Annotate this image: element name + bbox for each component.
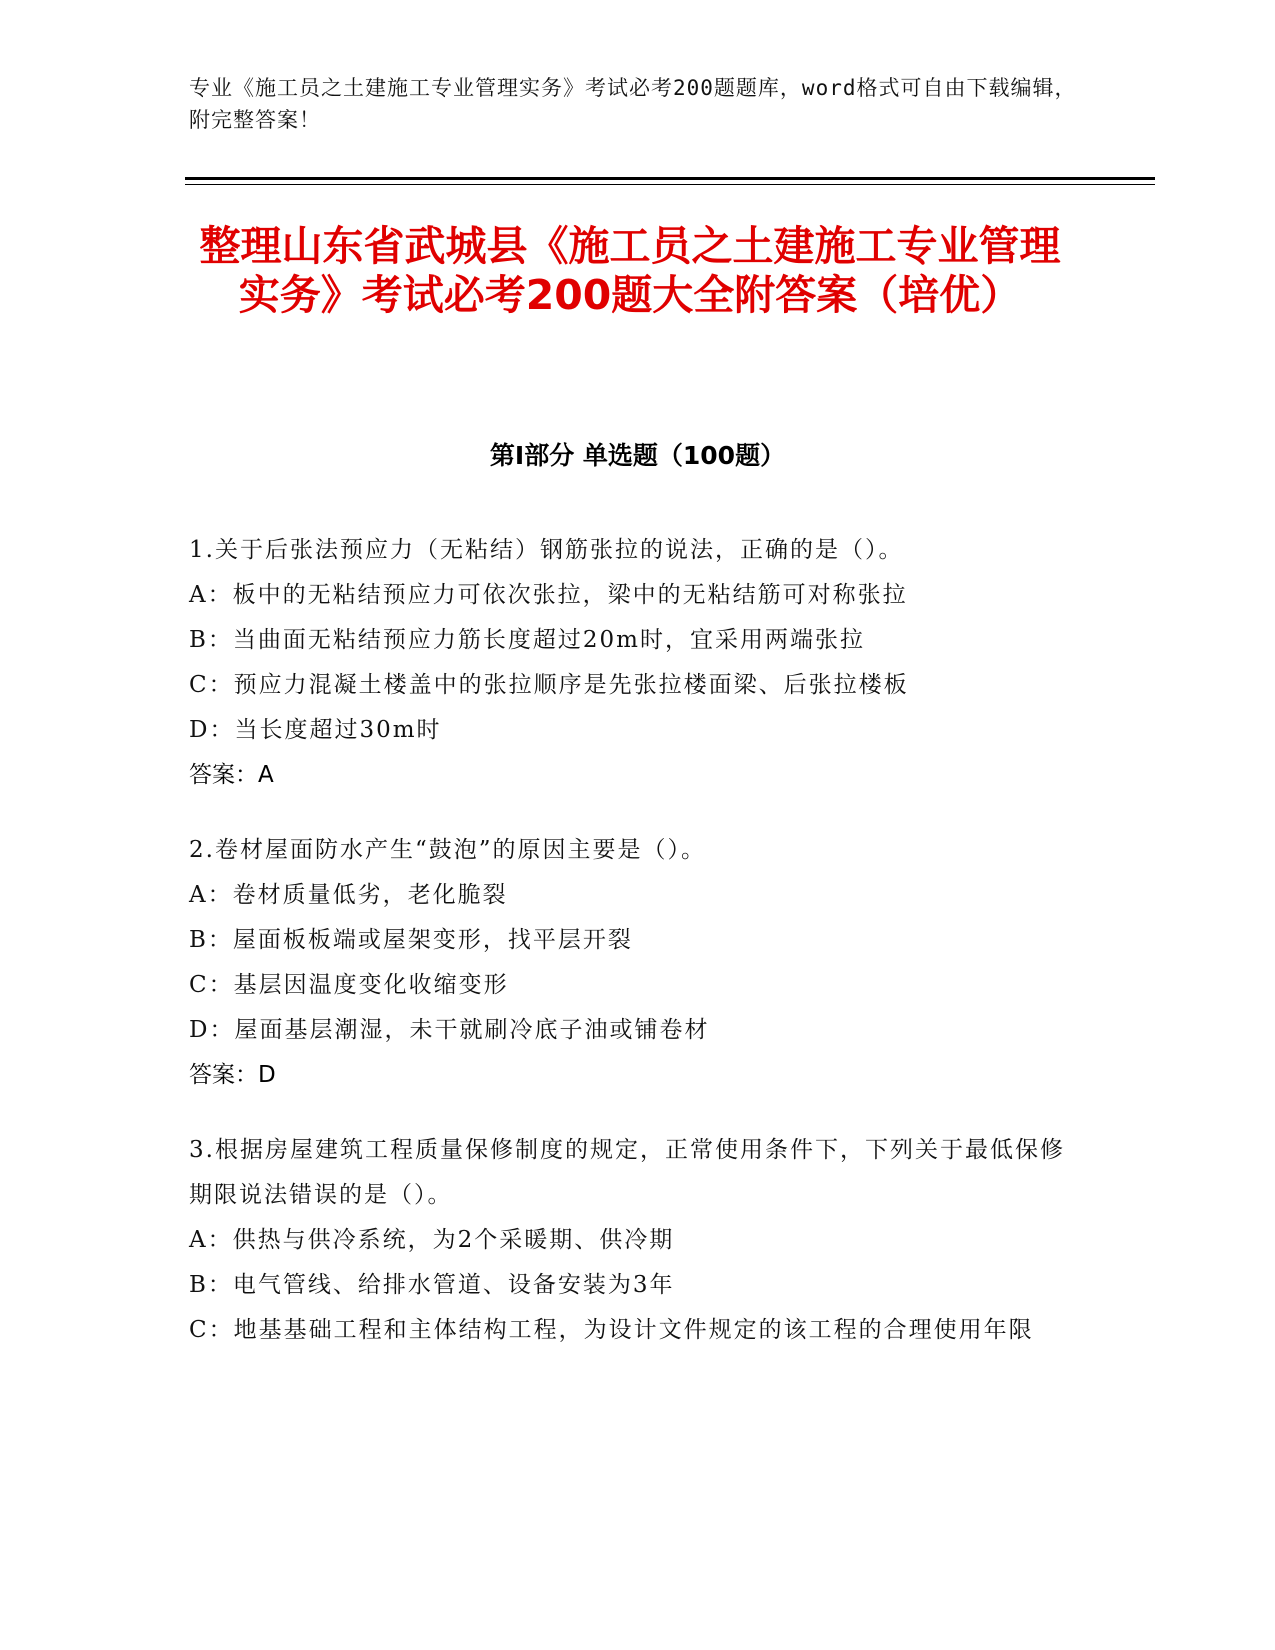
option-b: B：屋面板板端或屋架变形，找平层开裂	[189, 927, 633, 953]
option-a: A：供热与供冷系统，为2个采暖期、供冷期	[189, 1227, 675, 1253]
question-stem: 2.卷材屋面防水产生“鼓泡”的原因主要是（）。	[189, 837, 706, 863]
header-note: 专业《施工员之土建施工专业管理实务》考试必考200题题库，word格式可自由下载编辑，附完整答案！	[189, 76, 1077, 132]
option-a: A：板中的无粘结预应力可依次张拉，梁中的无粘结筋可对称张拉	[189, 582, 908, 608]
question-stem: 1.关于后张法预应力（无粘结）钢筋张拉的说法，正确的是（）。	[189, 537, 904, 563]
header-divider-thin	[185, 184, 1155, 185]
answer: 答案：D	[189, 1062, 276, 1088]
option-c: C：地基基础工程和主体结构工程，为设计文件规定的该工程的合理使用年限	[189, 1317, 1034, 1343]
question-2	[189, 828, 1069, 1098]
option-b: B：电气管线、给排水管道、设备安装为3年	[189, 1272, 675, 1298]
question-stem: 3.根据房屋建筑工程质量保修制度的规定，正常使用条件下，下列关于最低保修期限说法错误的是（）。	[189, 1137, 1065, 1208]
option-d: D：屋面基层潮湿，未干就刷冷底子油或铺卷材	[189, 1017, 710, 1043]
option-b: B：当曲面无粘结预应力筋长度超过20m时，宜采用两端张拉	[189, 627, 865, 653]
option-c: C：基层因温度变化收缩变形	[189, 972, 509, 998]
option-d: D：当长度超过30m时	[189, 717, 442, 743]
section-title: 第I部分 单选题（100题）	[489, 441, 786, 470]
document-title: 整理山东省武城县《施工员之土建施工专业管理实务》考试必考200题大全附答案（培优）	[199, 222, 1061, 319]
header-divider-thick	[185, 177, 1155, 180]
option-c: C：预应力混凝土楼盖中的张拉顺序是先张拉楼面梁、后张拉楼板	[189, 672, 909, 698]
question-1	[189, 528, 1069, 798]
question-3	[189, 1128, 1069, 1353]
question-list	[189, 528, 1069, 1383]
option-a: A：卷材质量低劣，老化脆裂	[189, 882, 508, 908]
answer: 答案：A	[189, 762, 274, 788]
